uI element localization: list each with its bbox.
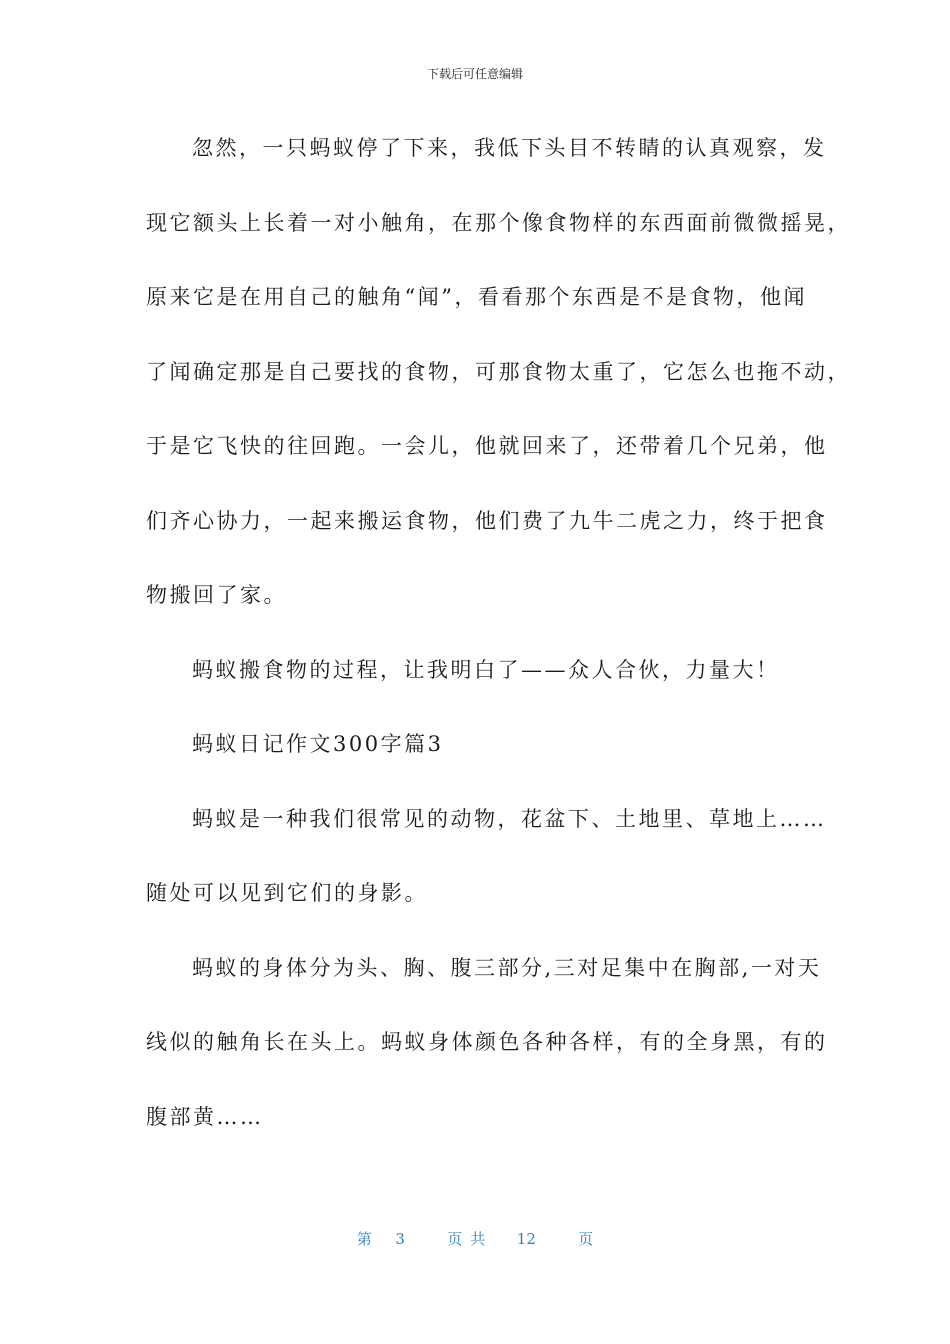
footer-total-pages: 12 — [516, 1230, 536, 1248]
paragraph-line: 蚂蚁搬食物的过程，让我明白了——众人合伙，力量大！ — [192, 657, 780, 682]
paragraph-line: 腹部黄…… — [146, 1104, 264, 1129]
footer-current-page: 3 — [395, 1230, 405, 1248]
footer-middle: 页共 — [447, 1230, 494, 1248]
section-heading: 蚂蚁日记作文300字篇3 — [192, 732, 444, 756]
paragraph-line: 物搬回了家。 — [146, 583, 287, 607]
paragraph-line: 们齐心协力，一起来搬运食物，他们费了九牛二虎之力，终于把食 — [146, 508, 828, 533]
footer-suffix: 页 — [578, 1230, 594, 1248]
paragraph-line: 蚂蚁是一种我们很常见的动物，花盆下、土地里、草地上…… — [192, 806, 827, 831]
document-body — [146, 128, 851, 1171]
paragraph-line: 了闻确定那是自己要找的食物，可那食物太重了，它怎么也拖不动， — [146, 359, 851, 384]
paragraph-line: 于是它飞快的往回跑。一会儿，他就回来了，还带着几个兄弟，他 — [146, 434, 828, 458]
paragraph-line: 忽然，一只蚂蚁停了下来，我低下头目不转睛的认真观察，发 — [192, 136, 827, 160]
paragraph-line: 随处可以见到它们的身影。 — [146, 881, 428, 905]
paragraph-line: 原来它是在用自己的触角“闻”，看看那个东西是不是食物，他闻 — [146, 285, 807, 309]
footer-prefix: 第 — [356, 1230, 372, 1248]
page-footer — [0, 1229, 950, 1249]
paragraph-line: 蚂蚁的身体分为头、胸、腹三部分,三对足集中在胸部,一对天 — [192, 955, 822, 980]
page-header: 下载后可任意编辑 — [426, 67, 523, 81]
paragraph-line: 现它额头上长着一对小触角，在那个像食物样的东西面前微微摇晃， — [146, 210, 851, 235]
paragraph-line: 线似的触角长在头上。蚂蚁身体颜色各种各样，有的全身黑，有的 — [146, 1030, 828, 1054]
